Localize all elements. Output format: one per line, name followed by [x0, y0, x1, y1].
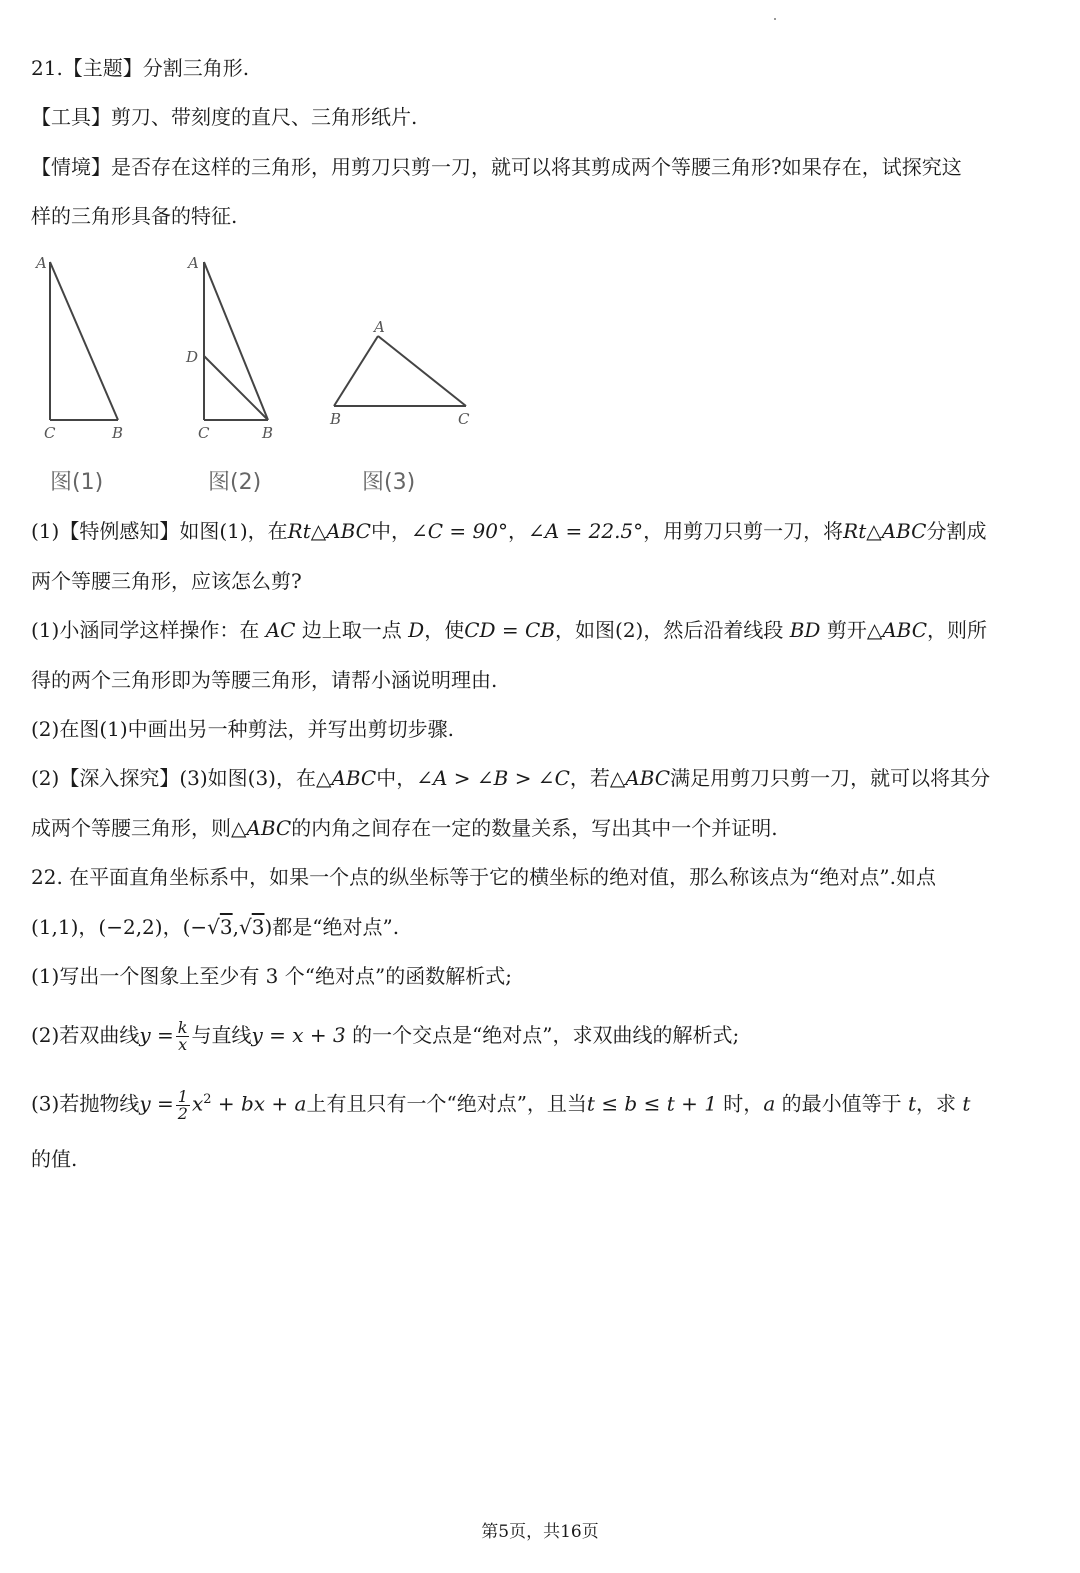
math: ∠A > ∠B > ∠C — [416, 766, 570, 790]
figure-3 — [334, 336, 466, 406]
page-footer: 第5页，共16页 — [481, 1522, 599, 1542]
fraction-k-over-x — [176, 1020, 190, 1053]
q21-tools: 【工具】剪刀、带刻度的直尺、三角形纸片. — [31, 105, 418, 129]
fig2-point-b: B — [262, 424, 274, 442]
text: 成两个等腰三角形，则△ — [31, 816, 247, 840]
math: x — [191, 1091, 204, 1116]
text: ，使 — [424, 618, 465, 642]
math: ABC — [331, 766, 377, 790]
numerator: 1 — [177, 1086, 188, 1106]
q21-situation-line2: 样的三角形具备的特征. — [31, 204, 238, 228]
triangle-figures — [28, 248, 488, 498]
q21-title: 21.【主题】分割三角形. — [31, 56, 250, 80]
fig2-point-c: C — [198, 424, 210, 442]
figure-1 — [50, 262, 118, 420]
radicand: 3 — [219, 915, 233, 939]
q21-sub1-line1 — [31, 616, 1062, 644]
math: t — [962, 1091, 971, 1116]
q21-part2-line2 — [31, 814, 1062, 842]
text: (2)若双曲线 — [31, 1023, 140, 1047]
q22-sub3-line1 — [31, 1083, 1062, 1122]
q21-part1-line1 — [31, 517, 1062, 545]
text: ，则所 — [927, 618, 988, 642]
text: (3)若抛物线 — [31, 1091, 140, 1116]
text: )都是“绝对点”. — [264, 915, 400, 939]
math: ABC — [882, 618, 928, 642]
text: ,√ — [232, 915, 252, 939]
q21-part1-line2: 两个等腰三角形，应该怎么剪? — [31, 569, 302, 593]
math: Rt△ABC — [843, 519, 927, 543]
q21-sub2: (2)在图(1)中画出另一种剪法，并写出剪切步骤. — [31, 717, 455, 741]
fraction-one-half — [176, 1086, 190, 1123]
fig3-label: 图(3) — [362, 470, 416, 495]
math: t ≤ b ≤ t + 1 — [586, 1091, 717, 1116]
math: y = x + 3 — [251, 1023, 346, 1047]
text: 分割成 — [926, 519, 987, 543]
text: 中， — [370, 519, 411, 543]
figure-2 — [204, 262, 268, 420]
q22-line2 — [31, 913, 1062, 941]
text: (1,1)，(−2,2)，(−√ — [31, 915, 220, 939]
exponent: 2 — [203, 1092, 212, 1107]
q21-sub1-line2: 得的两个三角形即为等腰三角形，请帮小涵说明理由. — [31, 668, 498, 692]
text: 与直线 — [191, 1023, 252, 1047]
q22-sub1: (1)写出一个图象上至少有 3 个“绝对点”的函数解析式; — [31, 964, 512, 988]
text: ，求 — [916, 1091, 963, 1116]
q22-sub3-line2: 的值. — [31, 1147, 78, 1171]
math: ABC — [246, 816, 292, 840]
q22-sub2 — [31, 1018, 1062, 1053]
text: ，如图(2)，然后沿着线段 — [555, 618, 784, 642]
q21-figures — [28, 248, 488, 498]
math: ∠A = 22.5° — [527, 519, 644, 543]
text: 剪开△ — [826, 618, 883, 642]
numerator: k — [177, 1018, 188, 1037]
q21-part2-line1 — [31, 764, 1062, 792]
math: BD — [789, 618, 821, 642]
fig1-point-b: B — [112, 424, 124, 442]
fig3-point-c: C — [458, 410, 470, 428]
math: Rt△ABC — [287, 519, 371, 543]
fig1-point-c: C — [44, 424, 56, 442]
text: (1)小涵同学这样操作：在 — [31, 618, 260, 642]
fig2-point-a: A — [188, 254, 199, 272]
math: a — [763, 1091, 776, 1116]
math: ∠C = 90° — [410, 519, 508, 543]
text: 中， — [376, 766, 417, 790]
text: (1)【特例感知】如图(1)，在 — [31, 519, 288, 543]
text: 上有且只有一个“绝对点”，且当 — [306, 1091, 587, 1116]
text: ，用剪刀只剪一刀，将 — [643, 519, 844, 543]
q22-line1: 22. 在平面直角坐标系中，如果一个点的纵坐标等于它的横坐标的绝对值，那么称该点为“绝对点”.如点 — [31, 865, 936, 889]
math: + bx + a — [211, 1091, 307, 1116]
denominator: 2 — [177, 1103, 188, 1123]
math: D — [408, 618, 425, 642]
fig3-point-b: B — [330, 410, 342, 428]
text: 时， — [716, 1091, 764, 1116]
text: ， — [507, 519, 528, 543]
text: 的内角之间存在一定的数量关系，写出其中一个并证明. — [291, 816, 778, 840]
text: ，若△ — [569, 766, 626, 790]
math: y = — [139, 1023, 174, 1047]
fig1-label: 图(1) — [50, 470, 104, 495]
fig1-point-a: A — [36, 254, 47, 272]
text: (2)【深入探究】(3)如图(3)，在△ — [31, 766, 332, 790]
math: t — [907, 1091, 917, 1116]
text: 的一个交点是“绝对点”，求双曲线的解析式; — [345, 1023, 740, 1047]
text: 满足用剪刀只剪一刀，就可以将其分 — [670, 766, 991, 790]
text: 的最小值等于 — [775, 1091, 908, 1116]
fig2-label: 图(2) — [208, 470, 262, 495]
math: ABC — [625, 766, 671, 790]
radicand: 3 — [251, 915, 265, 939]
fig3-point-a: A — [374, 318, 385, 336]
text: 边上取一点 — [301, 618, 402, 642]
denominator: x — [178, 1035, 188, 1054]
fig2-point-d: D — [186, 348, 199, 366]
math: y = — [139, 1091, 174, 1116]
scan-dot — [774, 18, 776, 20]
math: AC — [265, 618, 296, 642]
q21-situation-line1: 【情境】是否存在这样的三角形，用剪刀只剪一刀，就可以将其剪成两个等腰三角形?如果存在，试探究这 — [31, 155, 962, 179]
math: CD = CB — [464, 618, 556, 642]
